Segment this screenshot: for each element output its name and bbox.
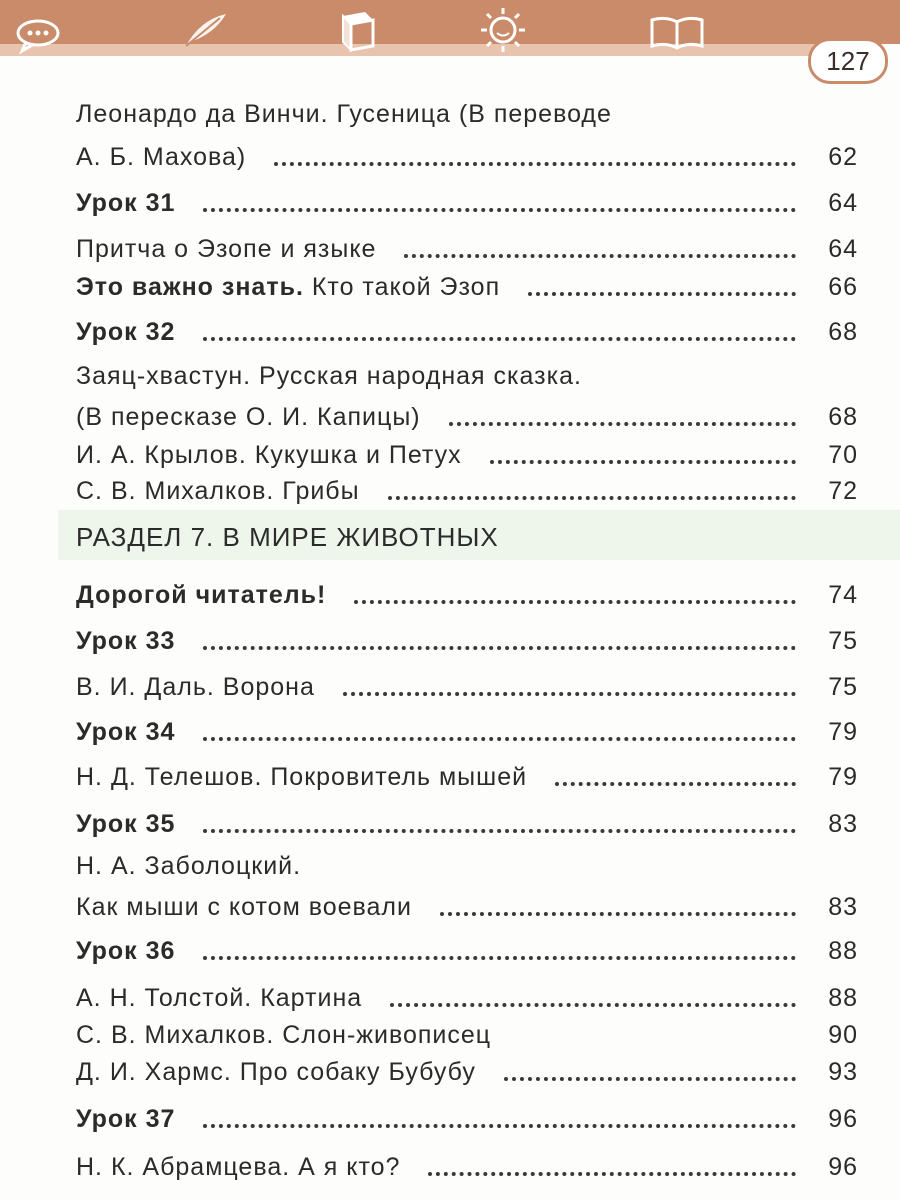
dot-leader: [203, 737, 796, 741]
toc-entry: [76, 436, 858, 470]
toc-entry-title: И. А. Крылов. Кукушка и Петух: [76, 441, 462, 469]
toc-page-number: 62: [828, 143, 858, 171]
toc-page-number: 88: [828, 937, 858, 965]
toc-lesson: [76, 713, 858, 747]
toc-page-number: 79: [828, 763, 858, 791]
toc-page-number: 90: [828, 1021, 858, 1049]
dot-leader: [203, 337, 796, 341]
toc-entry-title: А. Б. Махова): [76, 143, 247, 171]
toc-page-number: 83: [828, 810, 858, 838]
toc-page-number: 96: [828, 1105, 858, 1133]
dot-leader: [390, 1003, 796, 1007]
toc-entry: [76, 138, 858, 172]
lesson-title: Урок 37: [76, 1105, 176, 1133]
toc-entry: [76, 230, 858, 264]
toc-entry: [76, 576, 858, 610]
toc-entry-title: Как мыши с котом воевали: [76, 893, 412, 921]
toc-entry-title: Притча о Эзопе и языке: [76, 235, 377, 263]
lesson-title: Урок 34: [76, 718, 176, 746]
dot-leader: [440, 912, 796, 916]
dot-leader: [343, 692, 796, 696]
toc-page-number: 75: [828, 673, 858, 701]
important-label: Это важно знать.: [76, 273, 304, 301]
toc-entry-title: Д. И. Хармс. Про собаку Бубубу: [76, 1058, 476, 1086]
lesson-title: Урок 33: [76, 627, 176, 655]
toc-entry: [76, 398, 858, 432]
dot-leader: [203, 1124, 796, 1128]
dot-leader: [404, 254, 796, 258]
toc-entry-title: С. В. Михалков. Грибы: [76, 477, 360, 505]
toc-entry: [76, 888, 858, 922]
toc-page-number: 66: [828, 273, 858, 301]
toc-page-number: 79: [828, 718, 858, 746]
toc-page-number: 88: [828, 984, 858, 1012]
toc-entry: [76, 979, 858, 1013]
toc-entry: [76, 1016, 858, 1050]
toc-entry: [76, 758, 858, 792]
toc-page-number: 74: [828, 581, 858, 609]
toc-entry-title: С. В. Михалков. Слон-живописец: [76, 1021, 492, 1049]
toc-entry: [76, 1053, 858, 1087]
section-title: РАЗДЕЛ 7. В МИРЕ ЖИВОТНЫХ: [76, 522, 499, 552]
toc-entry-title: В. И. Даль. Ворона: [76, 673, 315, 701]
toc-lesson: [76, 184, 858, 218]
toc-page-number: 75: [828, 627, 858, 655]
toc-entry-title: А. Н. Толстой. Картина: [76, 984, 363, 1012]
dot-leader: [203, 646, 796, 650]
toc-entry-title: [76, 273, 500, 302]
dot-leader: [504, 1077, 796, 1081]
toc-entry-title: Н. К. Абрамцева. А я кто?: [76, 1153, 401, 1181]
dot-leader: [203, 829, 796, 833]
dot-leader: [490, 460, 796, 464]
toc-page-number: 83: [828, 893, 858, 921]
toc-page-number: 96: [828, 1153, 858, 1181]
toc-lesson: [76, 932, 858, 966]
toc-entry-line: Заяц-хвастун. Русская народная сказка.: [76, 362, 582, 390]
toc-entry: [76, 472, 858, 506]
toc-lesson: [76, 805, 858, 839]
section-banner: [58, 510, 900, 560]
toc-entry: [76, 1148, 858, 1182]
dot-leader: [203, 956, 796, 960]
toc-entry-rest: Кто такой Эзоп: [303, 273, 501, 301]
dot-leader: [449, 422, 796, 426]
toc-entry-line: Леонардо да Винчи. Гусеница (В переводе: [76, 100, 612, 128]
dot-leader: [388, 496, 796, 500]
dot-leader: [274, 162, 796, 166]
lesson-title: Урок 32: [76, 318, 176, 346]
toc-entry-title: Дорогой читатель!: [76, 581, 327, 609]
toc-entry-title: (В пересказе О. И. Капицы): [76, 403, 421, 431]
toc-page-number: 64: [828, 235, 858, 263]
toc-entry-line: Н. А. Заболоцкий.: [76, 852, 302, 880]
toc-entry-title: Н. Д. Телешов. Покровитель мышей: [76, 763, 528, 791]
toc-page-number: 64: [828, 189, 858, 217]
page-number: 127: [808, 38, 888, 84]
toc-lesson: [76, 622, 858, 656]
toc-page-number: 68: [828, 318, 858, 346]
toc-entry: [76, 668, 858, 702]
lesson-title: Урок 31: [76, 189, 176, 217]
dot-leader: [555, 782, 796, 786]
dot-leader: [354, 600, 796, 604]
lesson-title: Урок 35: [76, 810, 176, 838]
dot-leader: [203, 208, 796, 212]
dot-leader: [428, 1172, 796, 1176]
toc-lesson: [76, 1100, 858, 1134]
toc-page-number: 70: [828, 441, 858, 469]
lesson-title: Урок 36: [76, 937, 176, 965]
toc-page-number: 72: [828, 477, 858, 505]
toc-page-number: 93: [828, 1058, 858, 1086]
toc-lesson: [76, 313, 858, 347]
toc-entry: [76, 268, 858, 302]
dot-leader: [528, 292, 796, 296]
toc-page-number: 68: [828, 403, 858, 431]
